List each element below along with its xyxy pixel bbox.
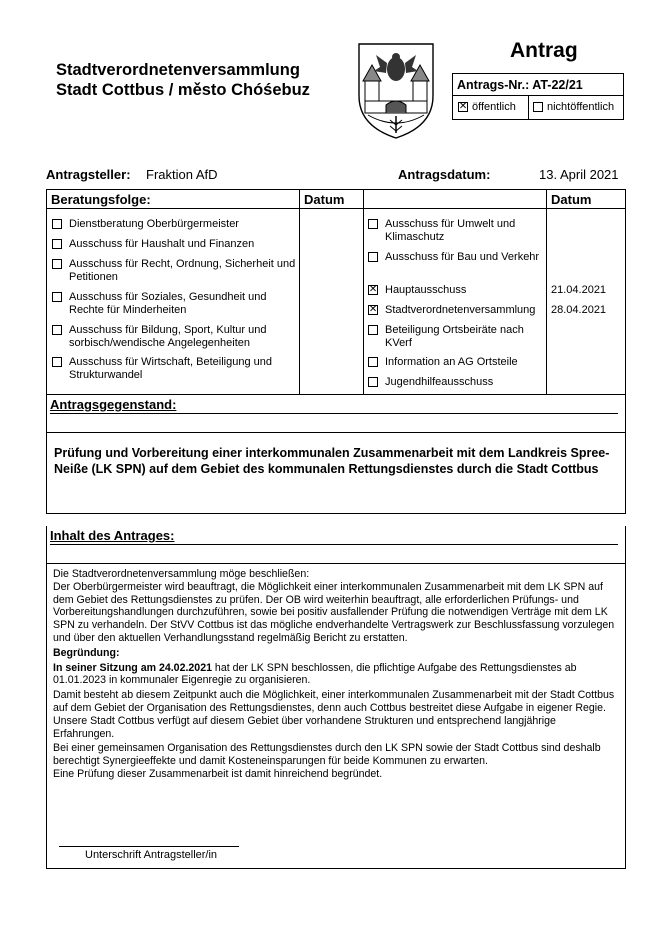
subject-section xyxy=(46,395,626,514)
committee-checkbox[interactable] xyxy=(52,219,62,229)
nonpublic-checkbox-box[interactable] xyxy=(533,102,543,112)
committee-label: Ausschuss für Haushalt und Finanzen xyxy=(69,238,255,250)
reason-heading: Begründung: xyxy=(53,646,120,659)
date-column-header: Datum xyxy=(304,192,345,207)
committee-label: Information an AG Ortsteile xyxy=(385,356,518,368)
committee-checkbox[interactable] xyxy=(52,357,62,367)
committee-date: 28.04.2021 xyxy=(551,304,607,316)
content-motion: Der Oberbürgermeister wird beauftragt, die Möglichkeit einer interkommunalen Zusammenarbeit mit dem LK SPN auf dem Gebiet des Rettungsdienstes zu prüfen. Der OB wird weiterhin beauftragt, alle erforderlichen Prüfungs- und Vorbereitungshandlungen durchzuführen, sowie bei positiv ausfallender Prüfung die notwendigen Verträge mit dem LK SPN zu verhandeln. Der StVV Cottbus ist das mögliche endverhandelte Vertragswerk zur Beschlussfassung vorzulegen und über den aktuellen Verhandlungsstand regelmäßig Bericht zu erstatten. xyxy=(53,580,615,644)
committee-item[interactable] xyxy=(368,284,555,297)
committee-checkbox[interactable] xyxy=(52,325,62,335)
nr-box xyxy=(452,73,624,120)
committee-item[interactable] xyxy=(368,376,555,389)
org-name xyxy=(56,60,336,100)
subject-heading-text: Antragsgegenstand: xyxy=(50,397,177,412)
subject-text: Prüfung und Vorbereitung einer interkommunalen Zusammenarbeit mit dem Landkreis Spree-Neiße (LK SPN) auf dem Gebiet des kommunalen Rettungsdienstes durch die Stadt Cottbus xyxy=(54,446,610,476)
committee-checkbox[interactable]: ✕ xyxy=(368,304,378,315)
content-section xyxy=(46,526,626,869)
reason-p3: Bei einer gemeinsamen Organisation des Rettungsdienstes durch den LK SPN sowie der Stadt Cottbus sind deshalb berechtigt Synergieeffekte und damit Kosteneinsparungen für beide Kommunen zu erwarten. xyxy=(53,742,601,768)
committee-label: Ausschuss für Umwelt und Klimaschutz xyxy=(385,218,516,243)
committee-item[interactable] xyxy=(52,324,299,350)
committee-label: Ausschuss für Soziales, Gesundheit und Rechte für Minderheiten xyxy=(69,291,267,316)
committee-label: Ausschuss für Bildung, Sport, Kultur und sorbisch/wendische Angelegenheiten xyxy=(69,324,267,349)
committee-label: Dienstberatung Oberbürgermeister xyxy=(69,218,239,230)
committee-checkbox[interactable] xyxy=(368,377,378,387)
committee-date: 21.04.2021 xyxy=(551,284,607,296)
committee-checkbox[interactable] xyxy=(52,239,62,249)
date-value: 13. April 2021 xyxy=(539,167,619,182)
org-line-2: Stadt Cottbus / město Chóśebuz xyxy=(56,81,310,99)
applicant-value: Fraktion AfD xyxy=(146,167,218,182)
subject-heading xyxy=(50,397,618,414)
signature-label: Unterschrift Antragsteller/in xyxy=(85,849,218,861)
antrags-nr: Antrags-Nr.: AT-22/21 xyxy=(457,78,583,92)
committee-label: Ausschuss für Wirtschaft, Beteiligung und Strukturwandel xyxy=(69,356,272,381)
doc-type: Antrag xyxy=(510,39,578,62)
committee-label: Jugendhilfeausschuss xyxy=(385,376,494,388)
committee-checkbox[interactable] xyxy=(52,259,62,269)
coat-of-arms-icon xyxy=(356,41,436,141)
reason-p1-bold: In seiner Sitzung am 24.02.2021 xyxy=(53,661,212,674)
content-heading xyxy=(50,528,618,545)
date-column-header-2: Datum xyxy=(551,192,592,207)
committee-item[interactable] xyxy=(368,324,550,350)
nonpublic-label: nichtöffentlich xyxy=(547,101,615,113)
content-heading-text: Inhalt des Antrages: xyxy=(50,528,175,543)
committee-item[interactable] xyxy=(52,258,299,284)
nonpublic-checkbox[interactable] xyxy=(533,101,614,114)
committee-item[interactable] xyxy=(52,356,299,382)
committee-label: Ausschuss für Recht, Ordnung, Sicherheit und Petitionen xyxy=(69,258,296,283)
committee-checkbox[interactable] xyxy=(368,357,378,367)
committee-checkbox[interactable]: ✕ xyxy=(368,284,378,295)
date-label: Antragsdatum: xyxy=(398,167,491,182)
committee-item[interactable] xyxy=(368,304,561,317)
reason-p1 xyxy=(53,662,618,688)
committee-item[interactable] xyxy=(368,356,555,369)
committee-label: Hauptausschuss xyxy=(385,284,467,296)
public-label: öffentlich xyxy=(472,101,516,113)
committee-checkbox[interactable] xyxy=(368,219,378,229)
consultation-table xyxy=(46,189,626,395)
public-checkbox[interactable] xyxy=(458,101,516,114)
committee-item[interactable] xyxy=(52,291,299,317)
reason-p1-rest: hat der LK SPN beschlossen, die pflichtige Aufgabe des Rettungsdienstes ab 01.01.2023 in kommunaler Eigenregie zu organisieren. xyxy=(53,661,577,687)
committee-label: Stadtverordnetenversammlung xyxy=(385,304,536,316)
committee-checkbox[interactable] xyxy=(368,252,378,262)
reason-p2: Damit besteht ab diesem Zeitpunkt auch die Möglichkeit, einer interkommunalen Zusammenarbeit mit der Stadt Cottbus auf dem Gebiet der Organisation des Rettungsdienstes, denn auch Cottbus bestreitet diese Aufgabe in eigener Regie. Unsere Stadt Cottbus verfügt auf diesem Gebiet über vorhandene Strukturen und entsprechend langjährige Erfahrungen. xyxy=(53,689,615,740)
committee-item[interactable] xyxy=(368,218,545,244)
public-checkbox-box[interactable]: ✕ xyxy=(458,101,468,112)
content-body xyxy=(53,568,618,781)
committee-item[interactable] xyxy=(368,251,545,264)
committee-label: Ausschuss für Bau und Verkehr xyxy=(385,251,540,263)
committee-label: Beteiligung Ortsbeiräte nach KVerf xyxy=(385,324,524,349)
content-intro: Die Stadtverordnetenversammlung möge beschließen: xyxy=(53,568,310,580)
reason-p4: Eine Prüfung dieser Zusammenarbeit ist damit hinreichend begründet. xyxy=(53,767,383,780)
committee-item[interactable] xyxy=(52,218,299,231)
committee-checkbox[interactable] xyxy=(368,325,378,335)
org-line-1: Stadtverordnetenversammlung xyxy=(56,61,300,79)
consultation-heading: Beratungsfolge: xyxy=(51,192,151,207)
applicant-label: Antragsteller: xyxy=(46,167,131,182)
committee-item[interactable] xyxy=(52,238,299,251)
committee-checkbox[interactable] xyxy=(52,292,62,302)
